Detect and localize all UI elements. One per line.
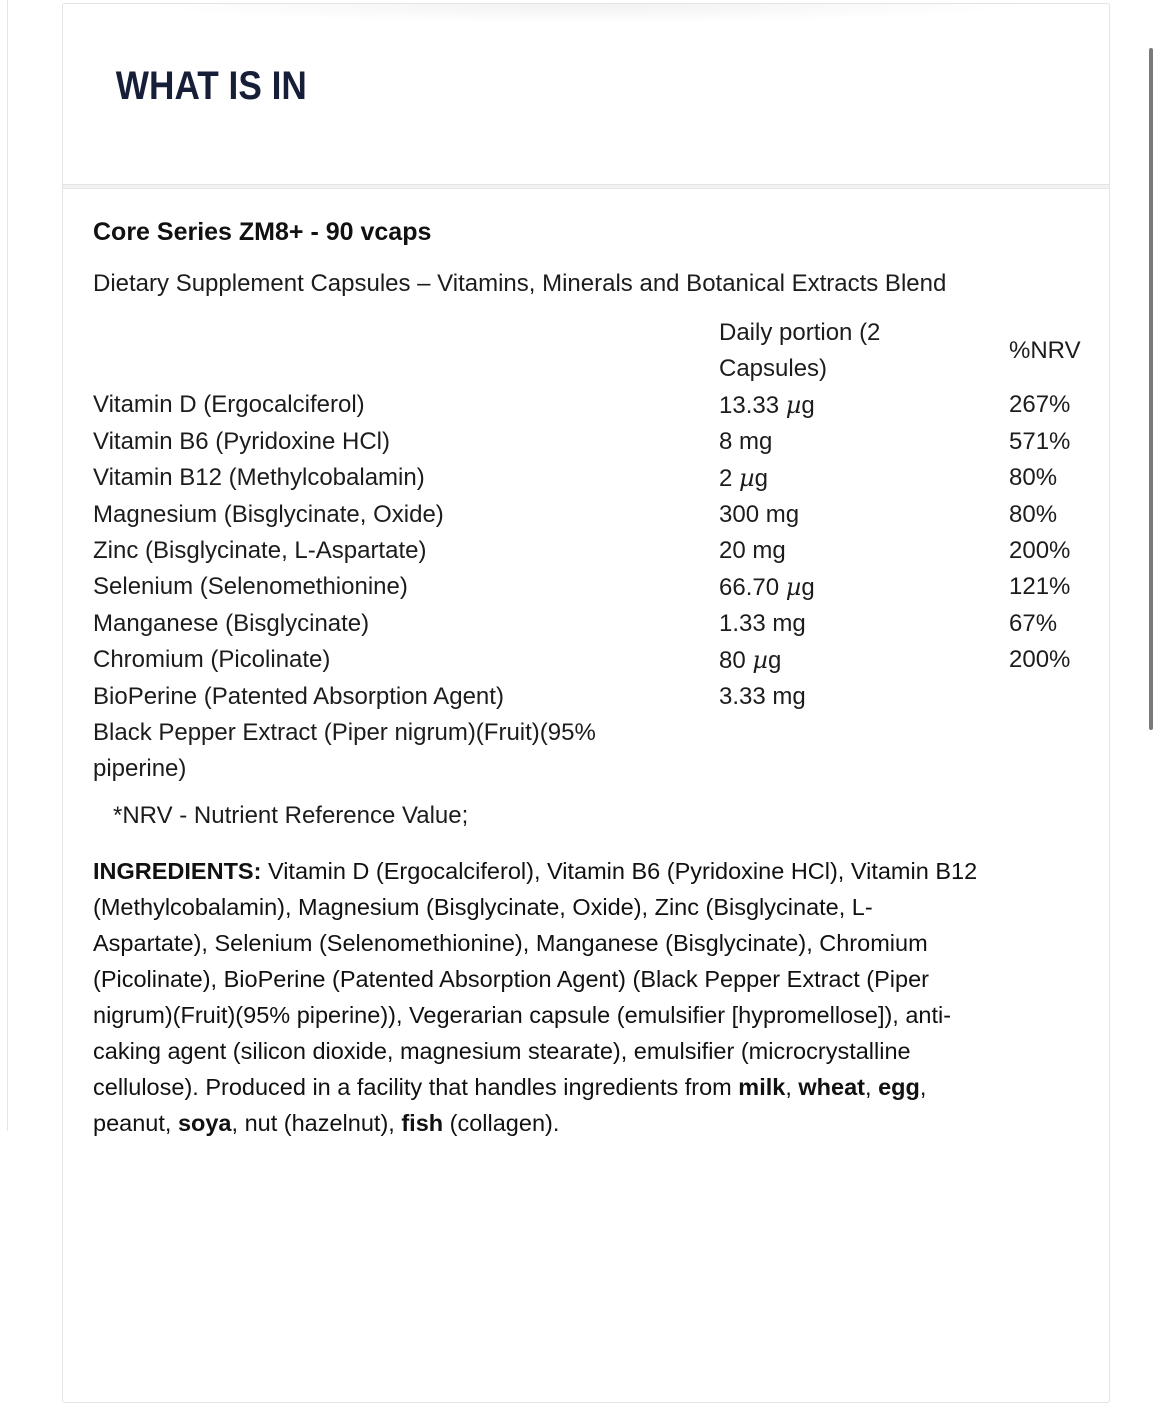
table-row [93,606,1077,642]
portion-value: 66.70 µg [719,573,815,601]
nutrient-name [93,497,719,533]
nutrient-name [93,424,719,460]
ingredients-line [93,997,1077,1033]
nutrient-name-line: Magnesium (Bisglycinate, Oxide) [93,501,444,528]
supplement-panel [63,189,1109,1181]
nutrient-name [93,715,719,787]
table-row [93,715,1077,787]
nrv-value: 267% [1009,391,1071,418]
ingredients-text: (Methylcobalamin), Magnesium (Bisglycinate, Oxide), Zinc (Bisglycinate, L- [93,894,873,920]
table-row [93,460,1077,497]
ingredients-text: , [919,1074,927,1100]
ingredients-text: nigrum)(Fruit)(95% piperine)), Vegerarian capsule (emulsifier [hypromellose]), anti- [93,1002,952,1028]
ingredients-bold-term: fish [401,1110,444,1136]
ingredients-text: Vitamin D (Ergocalciferol), Vitamin B6 (Pyridoxine HCl), Vitamin B12 [261,858,978,884]
ingredients-text: , [865,1074,879,1100]
nrv-value: 80% [1009,501,1058,528]
table-row [93,569,1077,606]
nutrient-name-line: piperine) [93,755,187,782]
ingredients-text: cellulose). Produced in a facility that handles ingredients from [93,1074,739,1100]
table-row [93,533,1077,569]
nrv-footnote: *NRV - Nutrient Reference Value; [113,802,469,829]
ingredients-text: (Picolinate), BioPerine (Patented Absorption Agent) (Black Pepper Extract (Piper [93,966,929,992]
portion-value: 20 mg [719,537,786,564]
nrv-value: 121% [1009,573,1071,600]
nrv-header: %NRV [1009,337,1081,364]
nutrient-name-line: BioPerine (Patented Absorption Agent) [93,683,504,710]
ingredients-bold-term: milk [738,1074,786,1100]
nrv-value: 200% [1009,646,1071,673]
nutrient-name-line: Vitamin B12 (Methylcobalamin) [93,464,425,491]
ingredients-line [93,1069,1077,1105]
ingredients-line [93,889,1077,925]
nrv-value: 67% [1009,610,1058,637]
nutrient-name-line: Zinc (Bisglycinate, L-Aspartate) [93,537,427,564]
ingredients-bold-term: wheat [798,1074,865,1100]
nutrient-name [93,606,719,642]
nutrient-name [93,387,719,424]
portion-header: Daily portion (2 Capsules) [719,319,881,382]
table-row [93,679,1077,715]
nutrient-name-line: Vitamin D (Ergocalciferol) [93,391,365,418]
supplement-table-body [93,387,1077,787]
nrv-value [1009,715,1077,787]
portion-value: 1.33 mg [719,610,806,637]
page-edge-line [7,0,8,1131]
ingredients-text: (collagen). [443,1110,560,1136]
ingredients-text: , [785,1074,799,1100]
supplement-info-card [62,3,1110,1403]
nutrient-name [93,533,719,569]
table-row [93,497,1077,533]
ingredients-text: , nut (hazelnut), [231,1110,402,1136]
table-row [93,424,1077,460]
nutrient-name [93,460,719,497]
ingredients-line [93,925,1077,961]
product-title: Core Series ZM8+ - 90 vcaps [93,218,432,246]
nutrient-name [93,569,719,606]
ingredients-line [93,961,1077,997]
nrv-value: 200% [1009,537,1071,564]
portion-value: 13.33 µg [719,391,815,419]
product-subtitle: Dietary Supplement Capsules – Vitamins, Minerals and Botanical Extracts Blend [93,270,947,297]
ingredients-text: Aspartate), Selenium (Selenomethionine), Manganese (Bisglycinate), Chromium [93,930,928,956]
nrv-value [1009,679,1077,715]
nutrient-name-line: Selenium (Selenomethionine) [93,573,408,600]
nutrient-name-line: Black Pepper Extract (Piper nigrum)(Fruit)(95% [93,719,596,746]
portion-value: 300 mg [719,501,800,528]
nutrient-name-line: Vitamin B6 (Pyridoxine HCl) [93,428,390,455]
portion-value: 2 µg [719,464,768,492]
page-title: WHAT IS IN [115,64,307,108]
portion-value: 80 µg [719,646,782,674]
vertical-scrollbar-thumb[interactable] [1149,48,1153,730]
table-row [93,642,1077,679]
table-row [93,387,1077,424]
portion-value [719,715,1009,787]
ingredients-text: peanut, [93,1110,178,1136]
nutrient-name-line: Chromium (Picolinate) [93,646,331,673]
supplement-table-header [93,315,1081,387]
ingredients-line [93,1105,1077,1141]
portion-value: 3.33 mg [719,683,806,710]
ingredients-text: caking agent (silicon dioxide, magnesium stearate), emulsifier (microcrystalline [93,1038,911,1064]
ingredients-line [93,1033,1077,1069]
nutrient-header-empty [93,315,719,387]
nrv-value: 571% [1009,428,1071,455]
ingredients-bold-term: INGREDIENTS: [93,858,262,884]
portion-value: 8 mg [719,428,773,455]
supplement-table [93,315,1081,787]
ingredients-line [93,853,1077,889]
nrv-value: 80% [1009,464,1058,491]
ingredients-bold-term: soya [177,1110,232,1136]
ingredients-bold-term: egg [878,1074,920,1100]
nutrient-name [93,642,719,679]
section-header [63,4,1109,185]
nutrient-name-line: Manganese (Bisglycinate) [93,610,370,637]
nutrient-name [93,679,719,715]
ingredients-paragraph [93,853,1077,1141]
